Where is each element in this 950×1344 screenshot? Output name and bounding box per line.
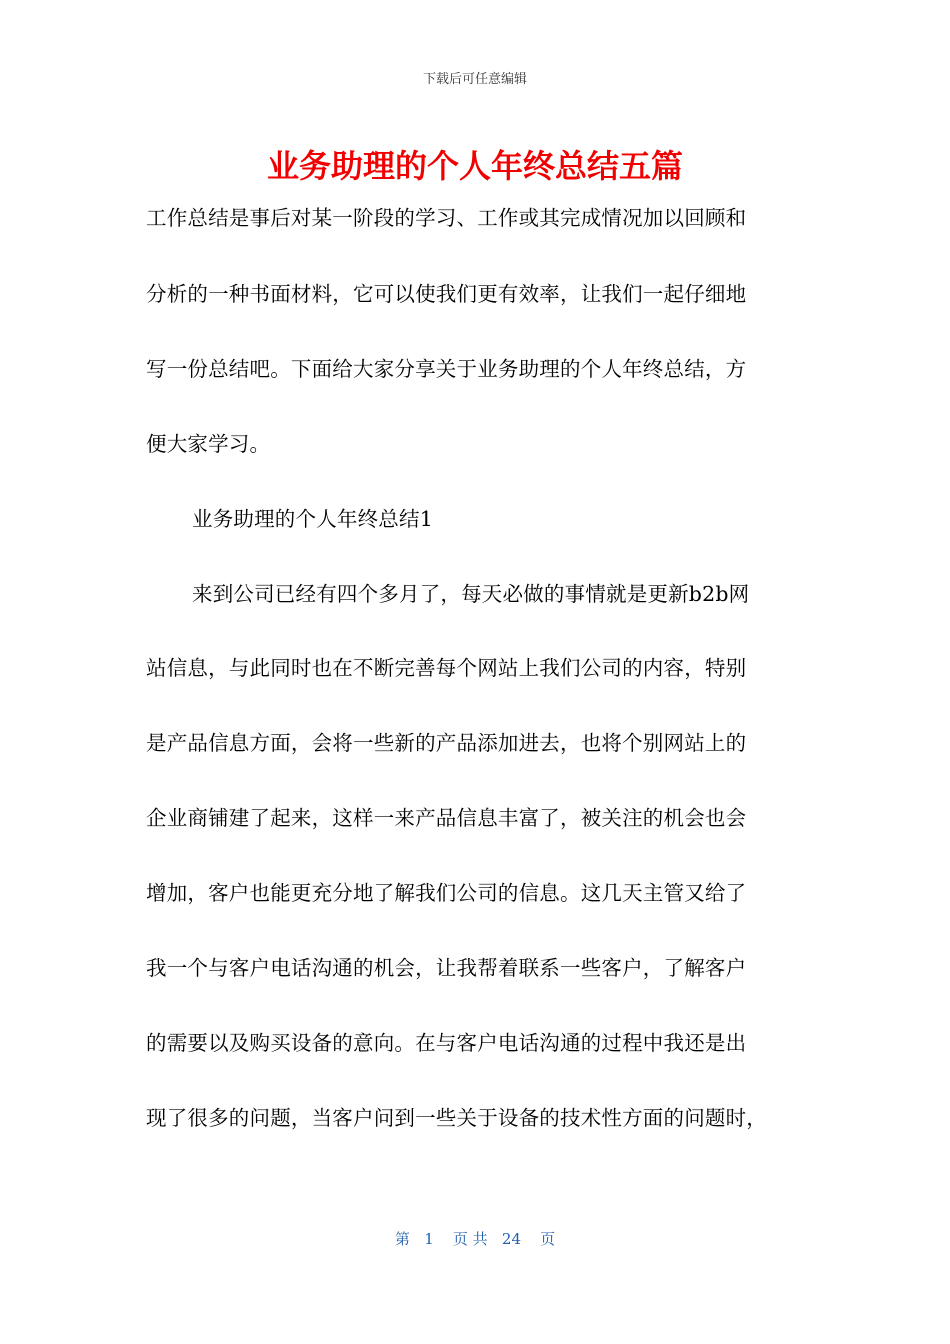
paragraph-line: 的需要以及购买设备的意向。在与客户电话沟通的过程中我还是出 bbox=[146, 1031, 747, 1055]
paragraph-line: 增加，客户也能更充分地了解我们公司的信息。这几天主管又给了 bbox=[146, 881, 747, 905]
page-footer: 第 1 页 共 24 页 bbox=[394, 1230, 556, 1248]
paragraph-line: 我一个与客户电话沟通的机会，让我帮着联系一些客户，了解客户 bbox=[146, 956, 747, 980]
section-heading: 业务助理的个人年终总结1 bbox=[192, 507, 433, 531]
intro-line: 工作总结是事后对某一阶段的学习、工作或其完成情况加以回顾和 bbox=[146, 206, 747, 230]
paragraph-line: 来到公司已经有四个多月了，每天必做的事情就是更新b2b网 bbox=[192, 582, 750, 606]
header-note: 下载后可任意编辑 bbox=[422, 72, 527, 87]
paragraph-line: 企业商铺建了起来，这样一来产品信息丰富了，被关注的机会也会 bbox=[146, 806, 747, 830]
paragraph-line: 是产品信息方面，会将一些新的产品添加进去，也将个别网站上的 bbox=[146, 731, 747, 755]
intro-line: 便大家学习。 bbox=[146, 432, 271, 456]
paragraph-line: 现了很多的问题，当客户问到一些关于设备的技术性方面的问题时， bbox=[146, 1106, 767, 1130]
document-title: 业务助理的个人年终总结五篇 bbox=[266, 147, 683, 185]
paragraph-line: 站信息，与此同时也在不断完善每个网站上我们公司的内容，特别 bbox=[146, 656, 747, 680]
intro-line: 分析的一种书面材料，它可以使我们更有效率，让我们一起仔细地 bbox=[146, 282, 747, 306]
intro-line: 写一份总结吧。下面给大家分享关于业务助理的个人年终总结，方 bbox=[146, 357, 747, 381]
